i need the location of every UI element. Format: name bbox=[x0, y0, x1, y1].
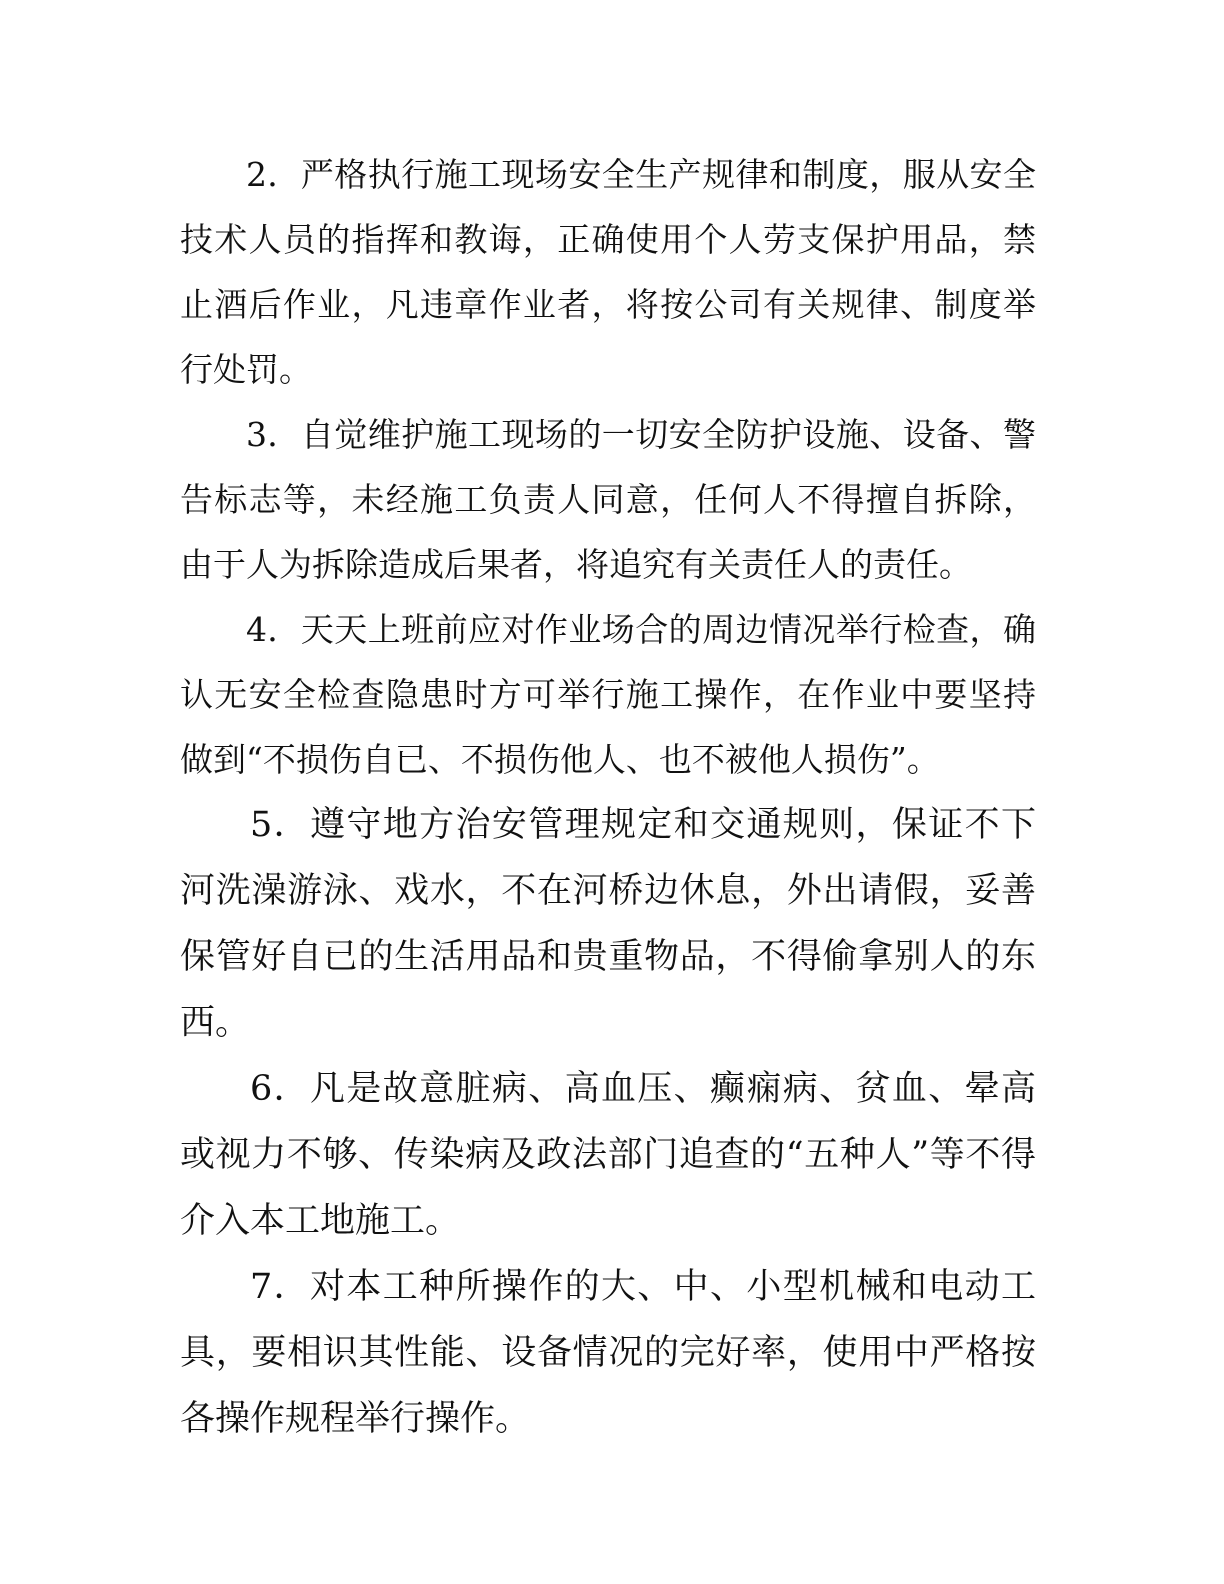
document-page bbox=[180, 142, 1036, 1452]
paragraph-item-7: 7．对本工种所操作的大、中、小型机械和电动工具，要相识其性能、设备情况的完好率，使用中严格按各操作规程举行操作。 bbox=[180, 1267, 1036, 1439]
paragraph-item-6: 6．凡是故意脏病、高血压、癫痫病、贫血、晕高或视力不够、传染病及政法部门追查的“五种人”等不得介入本工地施工。 bbox=[180, 1069, 1036, 1241]
paragraph-item-2: 2．严格执行施工现场安全生产规律和制度，服从安全技术人员的指挥和教诲，正确使用个人劳支保护用品，禁止酒后作业，凡违章作业者，将按公司有关规律、制度举行处罚。 bbox=[180, 155, 1036, 389]
paragraph-item-4: 4．天天上班前应对作业场合的周边情况举行检查，确认无安全检查隐患时方可举行施工操作，在作业中要坚持做到“不损伤自已、不损伤他人、也不被他人损伤”。 bbox=[180, 610, 1036, 779]
paragraph-item-5: 5．遵守地方治安管理规定和交通规则，保证不下河洗澡游泳、戏水，不在河桥边休息，外出请假，妥善保管好自已的生活用品和贵重物品，不得偷拿别人的东西。 bbox=[180, 805, 1036, 1043]
paragraph-item-3: 3．自觉维护施工现场的一切安全防护设施、设备、警告标志等，未经施工负责人同意，任何人不得擅自拆除，由于人为拆除造成后果者，将追究有关责任人的责任。 bbox=[180, 415, 1036, 584]
